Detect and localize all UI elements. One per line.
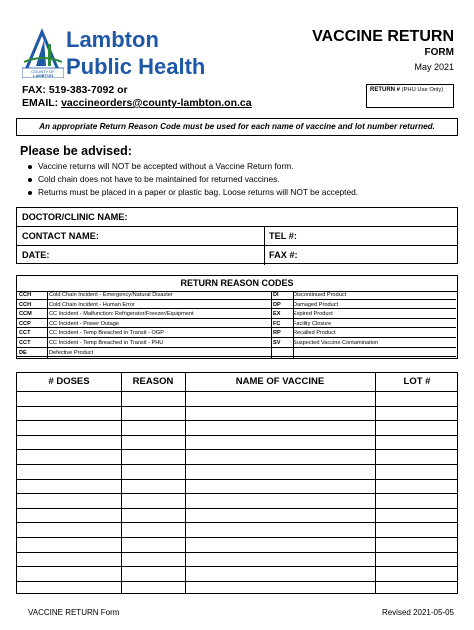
reason-code-row — [17, 349, 271, 358]
fax-number: FAX: 519-383-7092 or — [22, 84, 128, 96]
vaccine-return-table — [16, 372, 458, 594]
reason-desc: Cold Chain Incident - Emergency/Natural Disaster — [49, 292, 173, 298]
table-row[interactable] — [17, 449, 457, 450]
reason-code-row — [17, 329, 271, 338]
doctor-clinic-label: DOCTOR/CLINIC NAME: — [22, 212, 128, 222]
reason-code: RP — [273, 330, 281, 337]
table-row[interactable] — [17, 508, 457, 509]
advised-heading: Please be advised: — [20, 144, 132, 158]
reason-code-row — [17, 339, 271, 348]
contact-name-label: CONTACT NAME: — [22, 231, 99, 241]
header-reason: REASON — [132, 376, 174, 387]
return-number-label: RETURN # — [370, 87, 401, 93]
reason-code: CCT — [19, 340, 31, 346]
reason-codes-title: RETURN REASON CODES — [17, 276, 457, 292]
tel-label: TEL #: — [269, 231, 297, 241]
table-row[interactable] — [17, 391, 457, 392]
table-row[interactable] — [17, 566, 457, 567]
advised-bullet: Returns must be placed in a paper or plastic bag. Loose returns will NOT be accepted. — [28, 187, 358, 197]
reason-code-row — [17, 310, 271, 319]
table-row[interactable] — [17, 435, 457, 436]
date-fax-row[interactable] — [17, 246, 457, 265]
reason-desc: Discontinued Product — [293, 292, 347, 298]
reason-desc: Damaged Product — [293, 301, 339, 308]
table-row[interactable] — [17, 537, 457, 538]
table-row[interactable] — [17, 464, 457, 465]
advised-bullet: Vaccine returns will NOT be accepted without a Vaccine Return form. — [28, 161, 294, 171]
reason-desc: Facility Closure — [293, 320, 332, 327]
reason-code: FC — [273, 320, 281, 327]
header-vaccine-name: NAME OF VACCINE — [235, 376, 325, 387]
footer-form-name: VACCINE RETURN Form — [28, 608, 120, 617]
reason-code: DI — [273, 292, 279, 298]
header-doses: # DOSES — [48, 376, 90, 387]
reason-code-row — [271, 320, 456, 329]
reason-desc: Recalled Product — [293, 330, 336, 337]
reason-desc: CC Incident - Temp Breached in Transit - OGP — [49, 330, 164, 337]
form-date: May 2021 — [414, 62, 454, 72]
reason-code: CCT — [19, 330, 31, 337]
doctor-clinic-row[interactable] — [17, 208, 457, 227]
bullet-icon — [28, 191, 32, 195]
reason-code: CCH — [19, 301, 32, 308]
reason-desc: CC Incident - Temp Breached in Transit - PHU — [49, 340, 164, 346]
reason-code: DE — [19, 349, 27, 356]
logo-title-line1: Lambton — [66, 27, 159, 52]
advised-bullet: Cold chain does not have to be maintained for returned vaccines. — [28, 174, 280, 184]
email-label: EMAIL: — [22, 97, 62, 109]
table-row[interactable] — [17, 581, 457, 582]
reason-code: CCH — [19, 292, 32, 298]
contact-tel-row[interactable] — [17, 227, 457, 246]
reason-code: CCP — [19, 320, 31, 327]
bullet-icon — [28, 165, 32, 169]
lambton-logo-emblem — [22, 26, 64, 78]
reason-code-row — [271, 301, 456, 310]
fax-label: FAX #: — [269, 250, 298, 260]
reason-code-row — [271, 291, 456, 300]
reason-code-row — [17, 301, 271, 310]
reason-desc: Expired Product — [293, 311, 333, 318]
table-row[interactable] — [17, 552, 457, 553]
reason-desc: Cold Chain Incident - Human Error — [49, 301, 135, 308]
reason-code: EX — [273, 311, 281, 318]
reason-code: SV — [273, 340, 281, 346]
table-row[interactable] — [17, 420, 457, 421]
form-title: VACCINE RETURN — [312, 28, 454, 45]
reason-desc: Suspected Vaccine Contamination — [293, 340, 379, 346]
return-number-field[interactable] — [366, 84, 454, 108]
logo-emblem-bottom-text: LAMBTON — [33, 73, 53, 78]
table-row[interactable] — [17, 406, 457, 407]
reason-desc: CC Incident - Malfunction: Refrigerator/Freezer/Equipment — [49, 311, 194, 318]
table-row[interactable] — [17, 522, 457, 523]
logo-emblem-top-text: COUNTY OF — [31, 69, 55, 74]
footer-revision: Revised 2021-05-05 — [381, 608, 454, 617]
return-number-note: (PHU Use Only) — [400, 87, 444, 93]
reason-codes-box — [16, 275, 458, 359]
clinic-info-box — [16, 207, 458, 264]
reason-code-row — [271, 349, 456, 358]
reason-desc: Defective Product — [49, 349, 94, 356]
reason-code-row — [271, 339, 456, 348]
reason-desc: CC Incident - Power Outage — [49, 320, 119, 327]
reason-code: CCM — [19, 311, 32, 318]
reason-code-row — [17, 320, 271, 329]
reason-code-row — [271, 310, 456, 319]
header-lot: LOT # — [403, 376, 431, 387]
reason-code-row — [17, 291, 271, 300]
reason-code: DP — [273, 301, 281, 308]
bullet-icon — [28, 178, 32, 182]
form-subtitle: FORM — [424, 47, 454, 58]
date-label: DATE: — [22, 250, 50, 260]
table-row[interactable] — [17, 479, 457, 480]
table-row[interactable] — [17, 493, 457, 494]
return-code-notice: An appropriate Return Reason Code must be used for each name of vaccine and lot number returned. — [16, 118, 458, 136]
email-link[interactable]: vaccineorders@county-lambton.on.ca — [61, 97, 252, 109]
divider — [264, 246, 265, 265]
reason-code-row — [271, 329, 456, 338]
logo-title-line2: Public Health — [66, 54, 206, 79]
email-line — [22, 97, 252, 109]
divider — [264, 227, 265, 245]
